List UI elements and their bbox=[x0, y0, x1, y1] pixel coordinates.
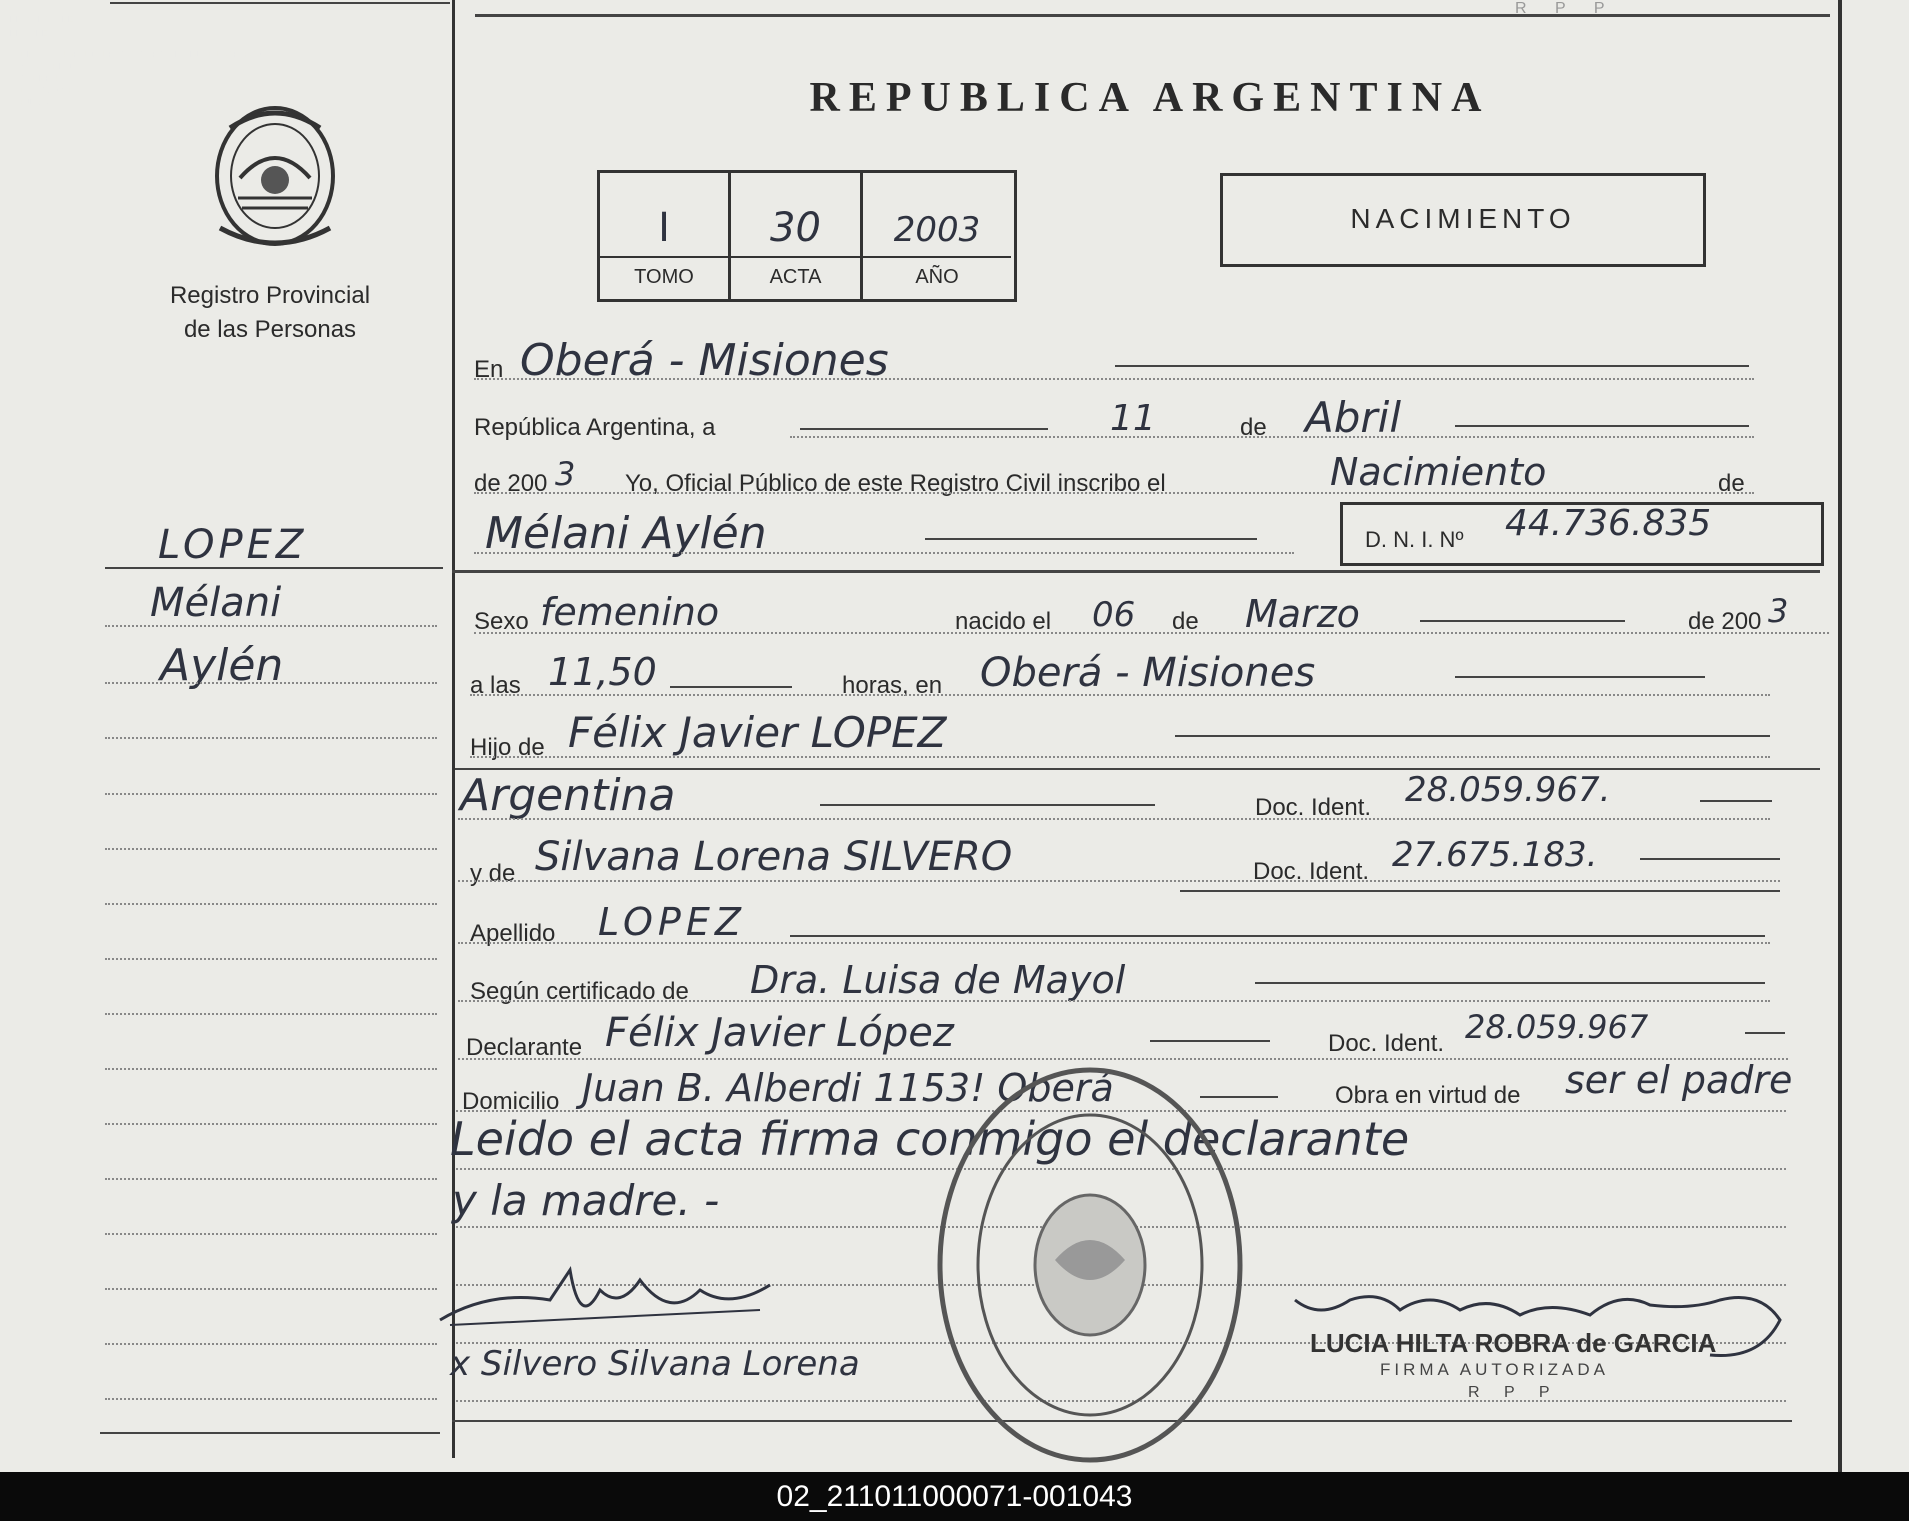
filename-bar: 02_211011000071-001043 bbox=[0, 1472, 1909, 1521]
note-line2: y la madre. - bbox=[452, 1176, 720, 1225]
fill-line bbox=[1180, 890, 1780, 892]
lbl-en: En bbox=[474, 356, 504, 383]
section-rule bbox=[452, 570, 1820, 573]
father-signature-text: FJLopez bbox=[20, 98, 51, 107]
sidebar-given2: Aylén bbox=[160, 640, 284, 691]
acta-value: 30 bbox=[770, 205, 821, 251]
fill-line bbox=[670, 686, 792, 688]
sidebar-line bbox=[105, 737, 437, 739]
top-code: R P P bbox=[1515, 0, 1617, 17]
fill-line bbox=[1455, 676, 1705, 678]
child-name: Mélani Aylén bbox=[485, 508, 767, 559]
lbl-yo: Yo, Oficial Público de este Registro Civil inscribo el bbox=[625, 470, 1166, 497]
father-doc: 28.059.967. bbox=[1405, 770, 1611, 810]
hour: 11,50 bbox=[548, 650, 657, 694]
lbl-domicilio: Domicilio bbox=[462, 1088, 560, 1115]
sidebar-divider bbox=[452, 0, 455, 1458]
sidebar-top-rule bbox=[110, 2, 450, 4]
fill-line bbox=[1115, 365, 1749, 367]
seal-text-bottom: MISIONES bbox=[10, 28, 55, 38]
sidebar-line bbox=[105, 1398, 437, 1400]
place: Oberá - Misiones bbox=[520, 335, 889, 386]
sidebar-bottom-rule bbox=[100, 1432, 440, 1434]
father: Félix Javier LOPEZ bbox=[568, 708, 947, 757]
fill-line bbox=[1700, 800, 1772, 802]
fill-line bbox=[1640, 858, 1780, 860]
lbl-horas: horas, en bbox=[842, 672, 943, 699]
tomo-value: I bbox=[658, 205, 670, 251]
sidebar-line bbox=[105, 958, 437, 960]
official-title: FIRMA AUTORIZADA bbox=[1380, 1360, 1609, 1379]
sidebar-line bbox=[105, 1123, 437, 1125]
dotted-line bbox=[458, 1000, 1770, 1002]
dotted-line bbox=[474, 632, 1829, 634]
lbl-segun: Según certificado de bbox=[470, 978, 689, 1005]
sidebar-line bbox=[105, 1288, 437, 1290]
fill-line bbox=[1420, 620, 1625, 622]
dotted-line bbox=[474, 552, 1294, 554]
dotted-line bbox=[458, 818, 1770, 820]
seal-text-top: PROVINCIA DE bbox=[10, 14, 75, 24]
country-title: REPUBLICA ARGENTINA bbox=[809, 75, 1491, 121]
year-digit: 3 bbox=[555, 455, 576, 493]
dotted-line bbox=[790, 436, 1754, 438]
sidebar-line bbox=[105, 1233, 437, 1235]
father-nationality: Argentina bbox=[460, 770, 676, 821]
anio-value: 2003 bbox=[893, 210, 981, 250]
declarante-doc: 28.059.967 bbox=[1465, 1008, 1649, 1046]
lbl-apellido: Apellido bbox=[470, 920, 556, 947]
fill-line bbox=[820, 804, 1155, 806]
lbl-de200: de 200 bbox=[474, 470, 548, 497]
lbl-de-mes: de bbox=[1172, 608, 1199, 635]
page-right-edge bbox=[1838, 0, 1842, 1472]
note-line1: Leido el acta firma conmigo el declarante bbox=[450, 1112, 1410, 1166]
sidebar-given1: Mélani bbox=[150, 580, 282, 626]
fill-line bbox=[1455, 425, 1749, 427]
sidebar-line bbox=[105, 1178, 437, 1180]
sidebar-line bbox=[105, 848, 437, 850]
lbl-declarante: Declarante bbox=[466, 1034, 583, 1061]
registry-line2: de las Personas bbox=[183, 316, 357, 343]
dotted-line bbox=[474, 492, 1754, 494]
registry-line1: Registro Provincial bbox=[169, 282, 371, 309]
mother-doc: 27.675.183. bbox=[1392, 835, 1598, 875]
fill-line bbox=[925, 538, 1257, 540]
stamp-bottom: DELEG. OBERÁ bbox=[20, 86, 80, 95]
sexo: femenino bbox=[540, 590, 720, 634]
sidebar-line bbox=[105, 1343, 437, 1345]
lbl-hijo: Hijo de bbox=[470, 734, 545, 761]
certificado: Dra. Luisa de Mayol bbox=[750, 958, 1126, 1002]
lbl-de-anio: de 200 bbox=[1688, 608, 1762, 635]
fill-line bbox=[1745, 1032, 1785, 1034]
sidebar-line bbox=[105, 793, 437, 795]
acta-label: ACTA bbox=[769, 266, 822, 288]
sidebar-line bbox=[105, 682, 437, 684]
fill-line bbox=[1150, 1040, 1270, 1042]
dotted-line bbox=[470, 694, 1770, 696]
dotted-line bbox=[470, 756, 1770, 758]
tomo-label: TOMO bbox=[634, 266, 694, 288]
table-label-rule bbox=[600, 256, 1011, 258]
lbl-sexo: Sexo bbox=[474, 608, 529, 635]
sidebar-surname: LOPEZ bbox=[158, 522, 308, 568]
stamp-inner-left: MINISTERIO DE bbox=[20, 62, 81, 71]
dotted-line bbox=[458, 942, 1770, 944]
dotted-line bbox=[474, 378, 1754, 380]
fill-line bbox=[790, 935, 1765, 937]
stamp-ring-text: DIRECCION GRAL DEL REGISTRO PROVINCIAL DE LAS PERSONAS bbox=[20, 50, 278, 59]
birth-month: Marzo bbox=[1245, 592, 1360, 636]
lbl-de: de bbox=[1240, 414, 1267, 441]
declarante: Félix Javier López bbox=[605, 1010, 954, 1056]
birth-place: Oberá - Misiones bbox=[980, 650, 1316, 696]
lbl-republica: República Argentina, a bbox=[474, 414, 716, 441]
dni-value: 44.736.835 bbox=[1505, 503, 1712, 544]
lbl-yde: y de bbox=[470, 860, 516, 887]
lbl-dni: D. N. I. Nº bbox=[1365, 527, 1464, 552]
lbl-doc2: Doc. Ident. bbox=[1253, 858, 1370, 885]
stamp-inner-right: GOBIERNO bbox=[20, 74, 64, 83]
sidebar-line bbox=[105, 903, 437, 905]
form-top-rule bbox=[475, 14, 1830, 17]
lbl-obra: Obra en virtud de bbox=[1335, 1082, 1521, 1109]
month: Abril bbox=[1305, 393, 1401, 442]
mother: Silvana Lorena SILVERO bbox=[535, 834, 1013, 880]
day: 11 bbox=[1110, 398, 1156, 439]
official-name: LUCIA HILTA ROBRA de GARCIA bbox=[1310, 1328, 1717, 1358]
lbl-nacido: nacido el bbox=[955, 608, 1052, 635]
lbl-alas: a las bbox=[470, 672, 521, 699]
misiones-seal-icon bbox=[200, 98, 350, 258]
fill-line bbox=[1175, 735, 1770, 737]
record-type: NACIMIENTO bbox=[1350, 203, 1576, 234]
registry-stamp-icon bbox=[930, 1060, 1250, 1470]
fill-line bbox=[800, 428, 1048, 430]
domicilio: Juan B. Alberdi 1153! Oberá bbox=[582, 1066, 1114, 1110]
mother-signature: x Silvero Silvana Lorena bbox=[450, 1344, 860, 1384]
fill-line bbox=[1255, 982, 1765, 984]
inscribe: Nacimiento bbox=[1330, 450, 1547, 494]
birth-year-digit: 3 bbox=[1768, 592, 1789, 630]
sidebar-line bbox=[105, 625, 437, 627]
father-signature-icon bbox=[430, 1250, 790, 1340]
sidebar-surname-rule bbox=[105, 567, 443, 569]
anio-label: AÑO bbox=[915, 266, 959, 288]
birth-day: 06 bbox=[1092, 595, 1136, 635]
apellido: LOPEZ bbox=[598, 900, 746, 944]
lbl-doc3: Doc. Ident. bbox=[1328, 1030, 1445, 1057]
dotted-line bbox=[458, 880, 1780, 882]
lbl-doc1: Doc. Ident. bbox=[1255, 794, 1372, 821]
official-code: R P P bbox=[1468, 1384, 1560, 1401]
sidebar-line bbox=[105, 1013, 437, 1015]
sidebar-line bbox=[105, 1068, 437, 1070]
obra: ser el padre bbox=[1565, 1058, 1793, 1102]
lbl-de-end: de bbox=[1718, 470, 1745, 497]
